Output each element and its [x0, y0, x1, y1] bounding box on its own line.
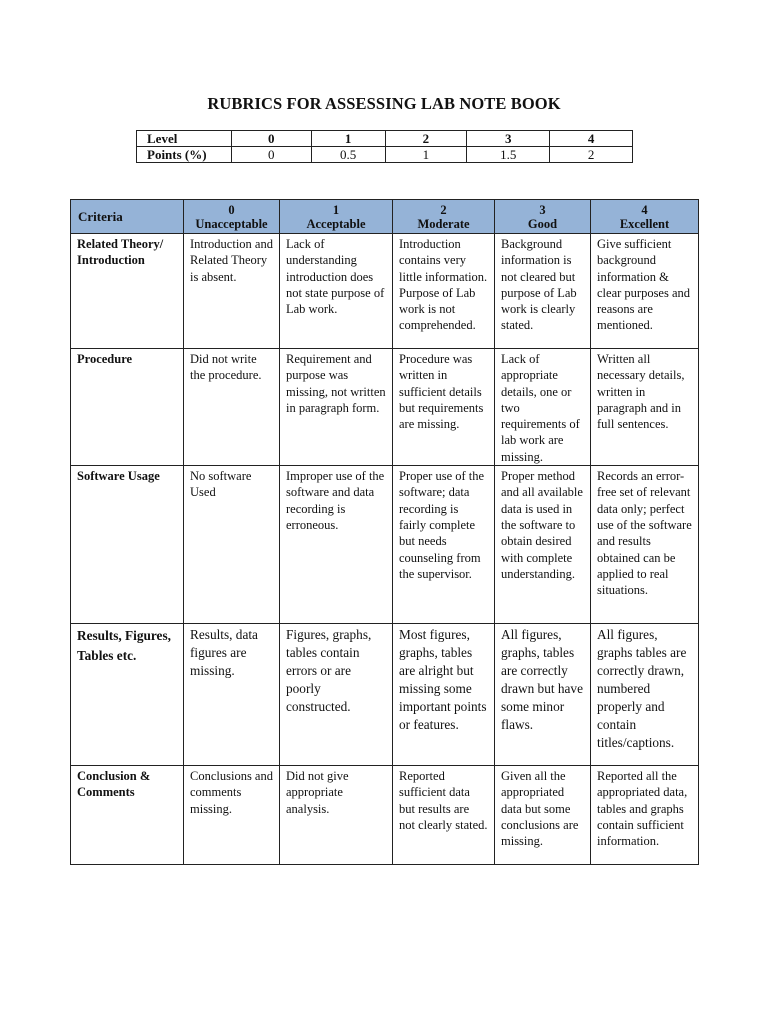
rubric-row-related-theory [71, 234, 699, 349]
points-row [137, 147, 633, 163]
criterion-label: Software Usage [71, 466, 184, 624]
levels-table [136, 130, 633, 163]
rubric-cell: Improper use of the software and data recording is erroneous. [280, 466, 393, 624]
rubric-cell: Most figures, graphs, tables are alright but missing some important points or features. [393, 624, 495, 766]
level-header: 2 Moderate [393, 200, 495, 234]
level-row [137, 131, 633, 147]
rubric-row-conclusion [71, 766, 699, 865]
level-value: 4 [550, 131, 633, 147]
rubric-cell: No software Used [184, 466, 280, 624]
level-header: 0 Unacceptable [184, 200, 280, 234]
rubric-table [70, 199, 699, 865]
rubric-cell: Records an error-free set of relevant data only; perfect use of the software and results obtained can be applied to real situations. [591, 466, 699, 624]
rubric-header-row [71, 200, 699, 234]
rubric-row-software-usage [71, 466, 699, 624]
level-header: 4 Excellent [591, 200, 699, 234]
rubric-cell: Lack of appropriate details, one or two requirements of lab work are missing. [495, 349, 591, 466]
rubric-cell: Conclusions and comments missing. [184, 766, 280, 865]
rubric-cell: Procedure was written in sufficient details but requirements are missing. [393, 349, 495, 466]
rubric-cell: Lack of understanding introduction does not state purpose of Lab work. [280, 234, 393, 349]
points-value: 0.5 [311, 147, 385, 163]
points-value: 1 [385, 147, 467, 163]
rubric-row-results [71, 624, 699, 766]
rubric-row-procedure [71, 349, 699, 466]
page-title: RUBRICS FOR ASSESSING LAB NOTE BOOK [207, 94, 561, 113]
rubric-cell: Proper use of the software; data recording is fairly complete but needs counseling from the supervisor. [393, 466, 495, 624]
rubric-cell: Requirement and purpose was missing, not written in paragraph form. [280, 349, 393, 466]
rubric-cell: Written all necessary details, written in paragraph and in full sentences. [591, 349, 699, 466]
rubric-cell: Reported all the appropriated data, tables and graphs contain sufficient information. [591, 766, 699, 865]
level-value: 0 [231, 131, 311, 147]
criteria-header: Criteria [71, 200, 184, 234]
rubric-cell: Give sufficient background information & clear purposes and reasons are mentioned. [591, 234, 699, 349]
rubric-cell: Proper method and all available data is used in the software to obtain desired with complete understanding. [495, 466, 591, 624]
points-label: Points (%) [137, 147, 232, 163]
level-value: 2 [385, 131, 467, 147]
rubric-cell: Did not write the procedure. [184, 349, 280, 466]
level-label: Level [137, 131, 232, 147]
rubric-cell: Introduction and Related Theory is absent. [184, 234, 280, 349]
level-value: 3 [467, 131, 550, 147]
rubric-cell: Figures, graphs, tables contain errors or are poorly constructed. [280, 624, 393, 766]
level-header: 3 Good [495, 200, 591, 234]
rubric-cell: Reported sufficient data but results are not clearly stated. [393, 766, 495, 865]
rubric-cell: Introduction contains very little information. Purpose of Lab work is not comprehended. [393, 234, 495, 349]
rubric-cell: Background information is not cleared but purpose of Lab work is clearly stated. [495, 234, 591, 349]
level-value: 1 [311, 131, 385, 147]
criterion-label: Results, Figures, Tables etc. [71, 624, 184, 766]
criterion-label: Conclusion & Comments [71, 766, 184, 865]
rubric-cell: All figures, graphs, tables are correctly drawn but have some minor flaws. [495, 624, 591, 766]
points-value: 1.5 [467, 147, 550, 163]
rubric-cell: Results, data figures are missing. [184, 624, 280, 766]
points-value: 0 [231, 147, 311, 163]
criterion-label: Procedure [71, 349, 184, 466]
level-header: 1 Acceptable [280, 200, 393, 234]
criterion-label: Related Theory/ Introduction [71, 234, 184, 349]
rubric-cell: All figures, graphs tables are correctly drawn, numbered properly and contain titles/captions. [591, 624, 699, 766]
rubric-cell: Given all the appropriated data but some conclusions are missing. [495, 766, 591, 865]
rubric-cell: Did not give appropriate analysis. [280, 766, 393, 865]
points-value: 2 [550, 147, 633, 163]
